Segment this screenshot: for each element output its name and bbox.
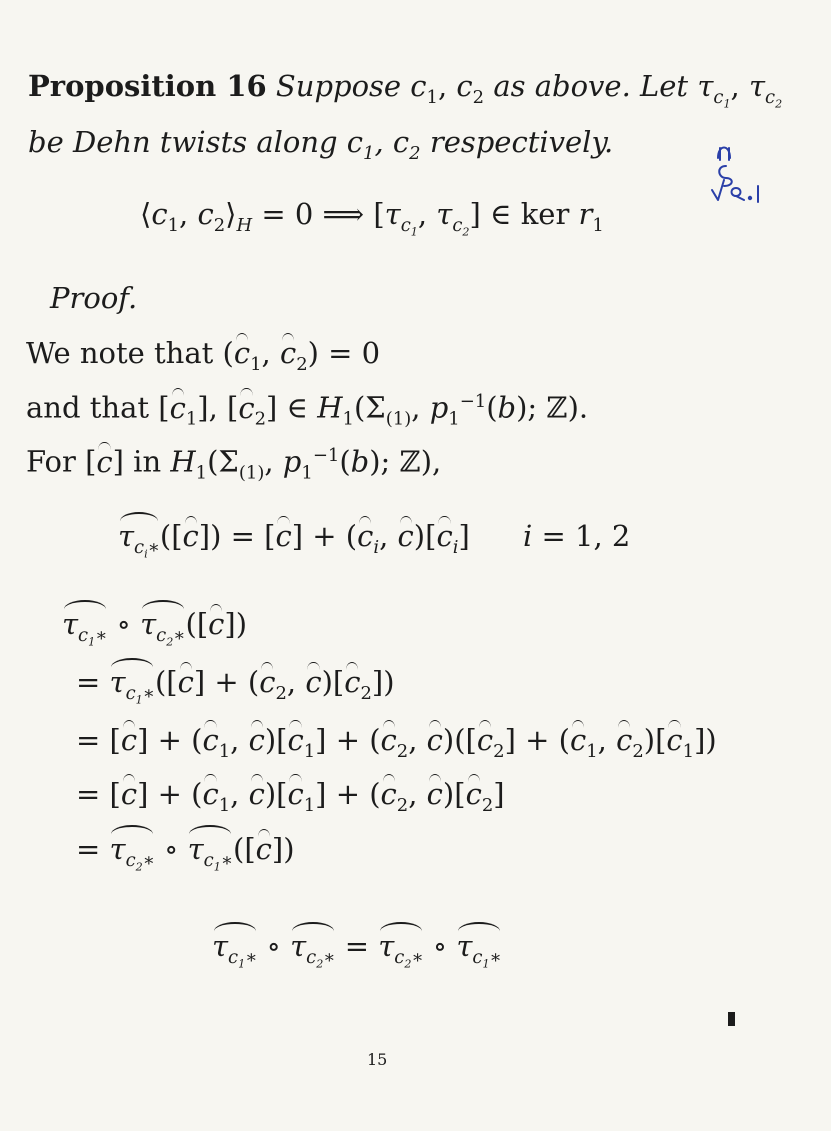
- proof-line-1: We note that ($c_1$, $c_2) = 0$: [26, 336, 381, 375]
- final-eq-sign: =: [344, 929, 370, 963]
- sub-1: 1: [592, 214, 604, 236]
- proof-label: Proof.: [50, 281, 138, 315]
- chain-line-0: $\tau_{c_1∗}$ ∘ $\tau_{c_2∗}([c])$: [62, 607, 248, 649]
- chain-line-2: = $[c] + (c_1$, $c)[c_1] + (c_2$, $c)([c_2] + (c_1$, $c_2)[c_1]$): [76, 723, 717, 762]
- sub-h: H: [236, 214, 253, 236]
- chain-line-1: = $\tau_{c_1∗}([c] + (c_2$, $c)[c_2]$): [76, 665, 395, 707]
- proof-line-2: and that $[c_1]$, $[c_2]$ ∈ $H_1(\Sigma_{(1)}$, $p_1^{-1}(b)$; ℤ).: [26, 390, 589, 430]
- proposition-text-1a: Suppose c: [275, 69, 427, 103]
- display-equation-2: $\tau_{c_i∗}([c]) = [c] + (c_i$, $c)[c_i] i = 1$, 2: [118, 519, 631, 561]
- proposition-text-1b: as above. Let: [493, 69, 689, 103]
- proposition-heading: Proposition 16: [28, 69, 267, 103]
- proposition-text-2b: respectively.: [429, 125, 614, 159]
- proposition-text-2a: be Dehn twists along c: [28, 125, 364, 159]
- page-number: 15: [367, 1050, 388, 1069]
- proof-line-3: For [c] in $H_1(\Sigma_{(1)}$, $p_1^{-1}(b)$; ℤ),: [26, 444, 442, 484]
- proposition-line-1: Proposition 16 Suppose $c_1$, $c_2$ as above. Let $\tau_{c_1}$, $\tau_{c_2}$: [28, 69, 783, 111]
- display-equation-1: $⟨c_1$, $c_2⟩_H = 0$ ⟹ [$\tau_{c_1}$, $\tau_{c_2}$] ∈ ker $r_1$: [140, 197, 604, 239]
- handwritten-annotation-icon: [700, 138, 790, 208]
- chain-line-4: = $\tau_{c_2∗}$ ∘ $\tau_{c_1∗}([c])$: [76, 832, 295, 874]
- final-equation: $\tau_{c_1∗}$ ∘ $\tau_{c_2∗} = \tau_{c_2∗}$ ∘ $\tau_{c_1∗}$: [212, 929, 502, 971]
- chain-line-3: = $[c] + (c_1$, $c)[c_1] + (c_2$, $c)[c_2]$: [76, 777, 505, 816]
- qed-mark: [728, 1012, 735, 1026]
- proposition-line-2: be Dehn twists along $c_1$, $c_2$ respectively.: [28, 125, 614, 164]
